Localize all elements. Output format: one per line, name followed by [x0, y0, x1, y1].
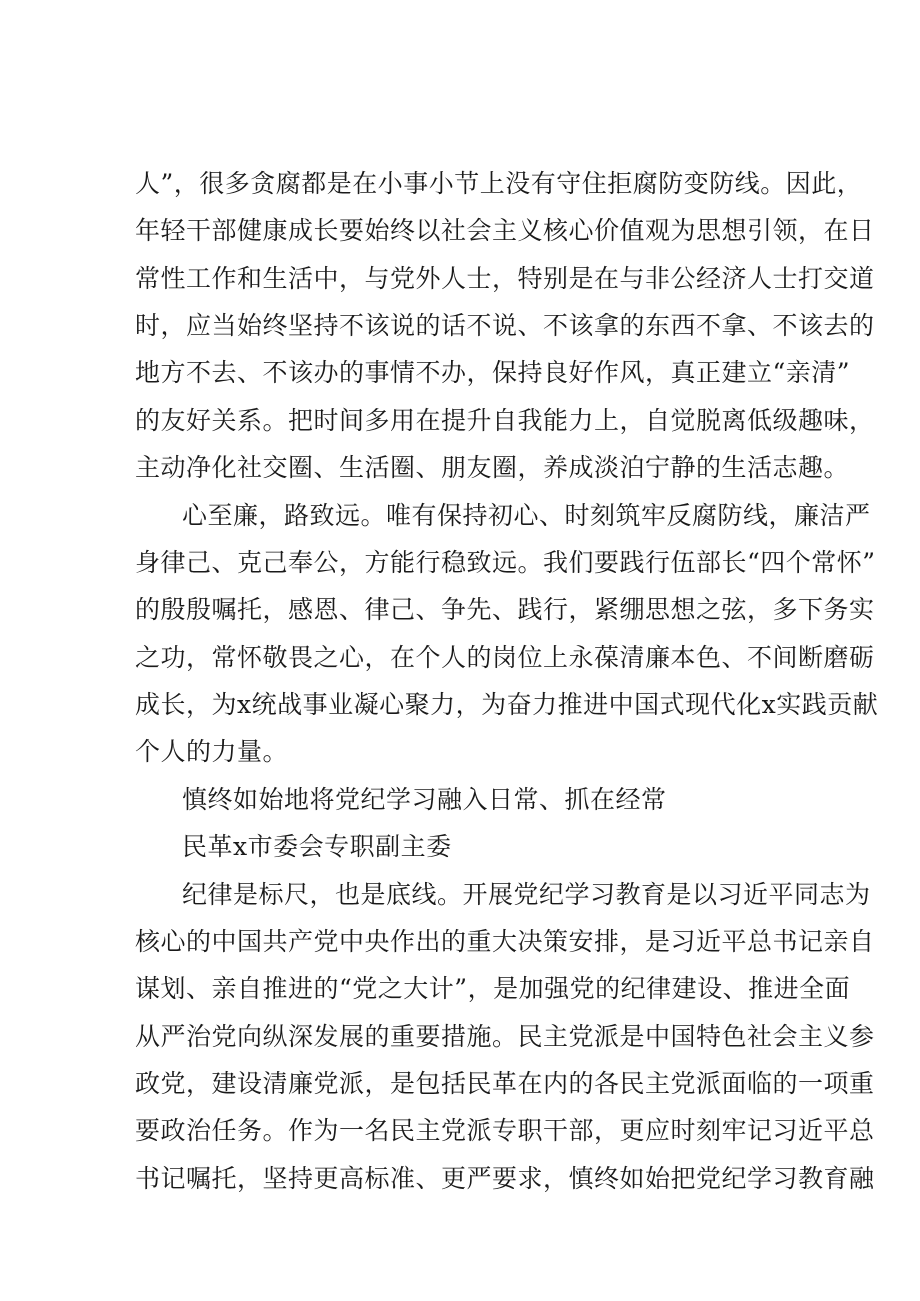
paragraph-line: 年轻干部健康成长要始终以社会主义核心价值观为思想引领，在日	[135, 216, 875, 245]
section-author: 民革x市委会专职副主委	[182, 832, 452, 861]
paragraph-line: 身律己、克己奉公，方能行稳致远。我们要践行伍部长“四个常怀”	[135, 548, 876, 577]
paragraph-line: 常性工作和生活中，与党外人士，特别是在与非公经济人士打交道	[135, 264, 875, 293]
paragraph-line: 之功，常怀敬畏之心，在个人的岗位上永葆清廉本色、不间断磨砺	[135, 643, 875, 672]
paragraph-line: 谋划、亲自推进的“党之大计”，是加强党的纪律建设、推进全面	[135, 974, 851, 1003]
paragraph-line: 纪律是标尺，也是底线。开展党纪学习教育是以习近平同志为	[182, 880, 871, 909]
paragraph-line: 从严治党向纵深发展的重要措施。民主党派是中国特色社会主义参	[135, 1022, 875, 1051]
section-title: 慎终如始地将党纪学习融入日常、抓在经常	[182, 785, 667, 814]
paragraph-line: 政党，建设清廉党派，是包括民革在内的各民主党派面临的一项重	[135, 1069, 875, 1098]
paragraph-line: 的殷殷嘱托，感恩、律己、争先、践行，紧绷思想之弦，多下务实	[135, 595, 875, 624]
paragraph-line: 时，应当始终坚持不该说的话不说、不该拿的东西不拿、不该去的	[135, 311, 875, 340]
paragraph-line: 成长，为x统战事业凝心聚力，为奋力推进中国式现代化x实践贡献	[135, 690, 879, 719]
paragraph-line: 个人的力量。	[135, 737, 289, 766]
paragraph-line: 地方不去、不该办的事情不办，保持良好作风，真正建立“亲清”	[135, 358, 851, 387]
paragraph-line: 人”，很多贪腐都是在小事小节上没有守住拒腐防变防线。因此，	[135, 169, 863, 198]
paragraph-line: 核心的中国共产党中央作出的重大决策安排，是习近平总书记亲自	[135, 927, 875, 956]
paragraph-line: 心至廉，路致远。唯有保持初心、时刻筑牢反腐防线，廉洁严	[182, 501, 871, 530]
paragraph-line: 主动净化社交圈、生活圈、朋友圈，养成淡泊宁静的生活志趣。	[135, 453, 850, 482]
paragraph-line: 书记嘱托，坚持更高标准、更严要求，慎终如始把党纪学习教育融	[135, 1164, 875, 1193]
paragraph-line: 的友好关系。把时间多用在提升自我能力上，自觉脱离低级趣味，	[135, 406, 875, 435]
paragraph-line: 要政治任务。作为一名民主党派专职干部，更应时刻牢记习近平总	[135, 1116, 875, 1145]
